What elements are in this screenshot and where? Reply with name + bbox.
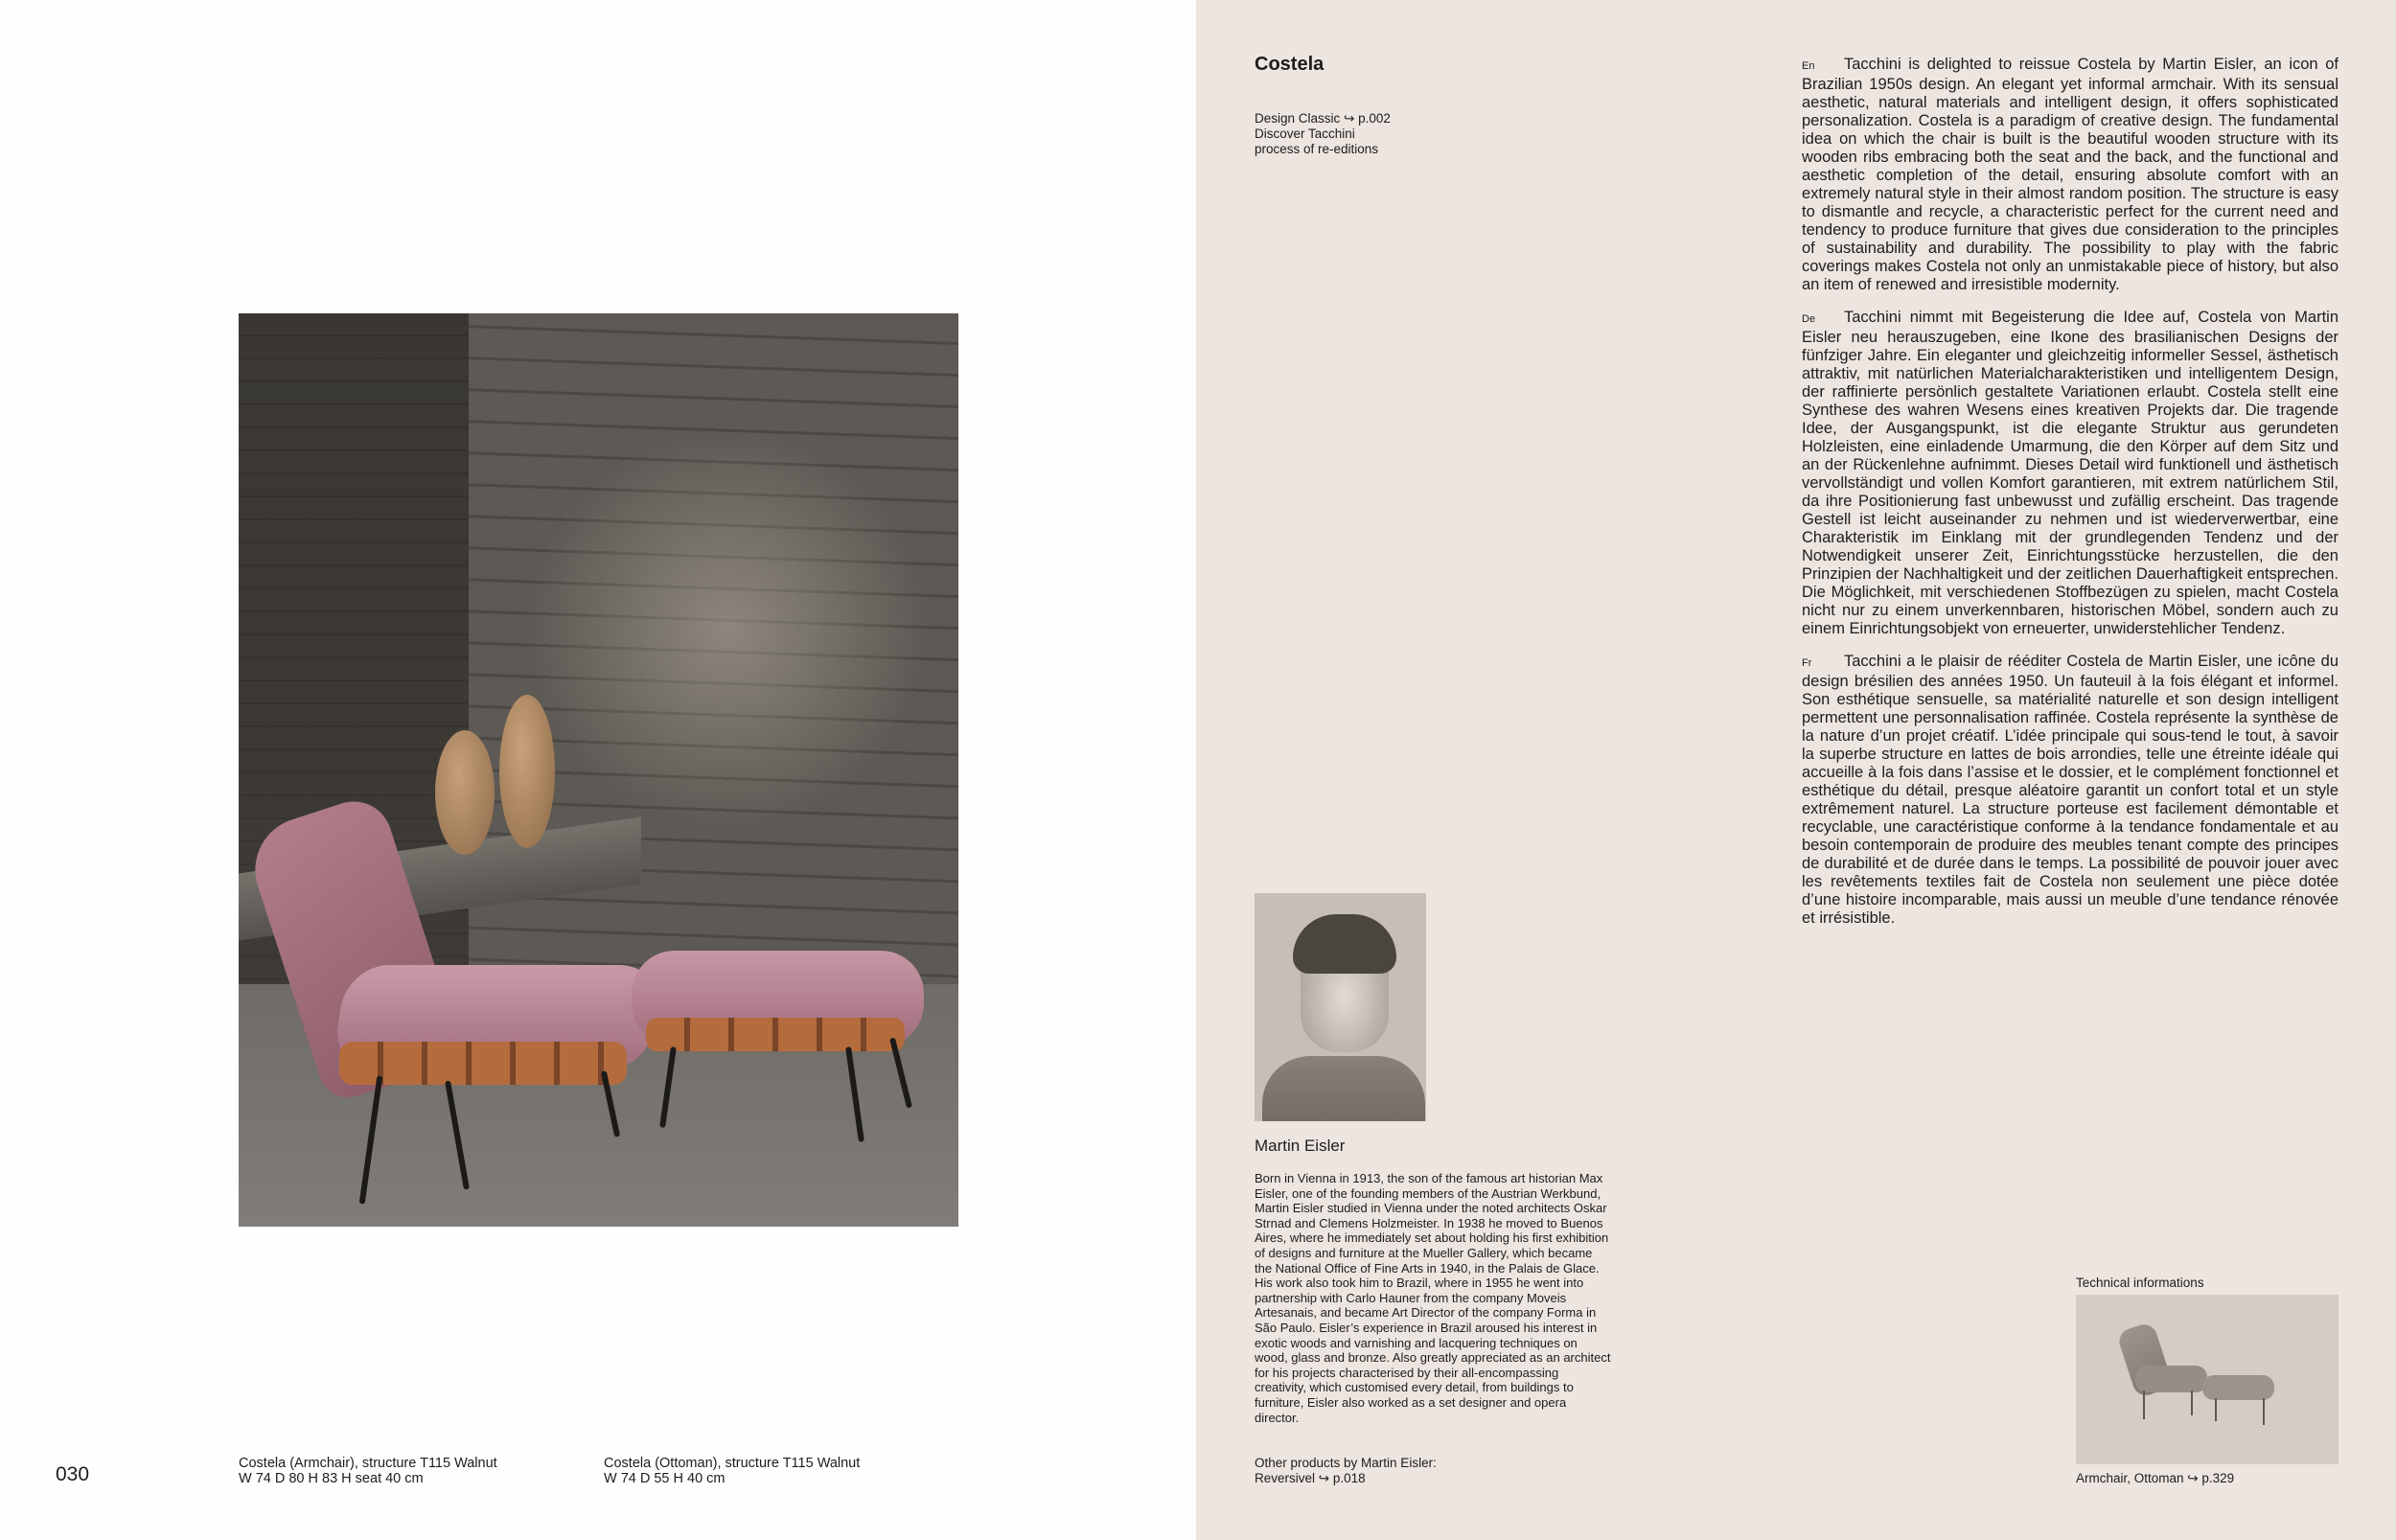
- designer-bio: Born in Vienna in 1913, the son of the famous art historian Max Eisler, one of the founding members of the Austrian Werkbund, Martin Eisler studied in Vienna under the noted architects Oskar Strnad and Clemens Holzmeister. In 1938 he moved to Buenos Aires, where he immediately set about holding his first exhibition of designs and furniture at the Mueller Gallery, which became the National Office of Fine Arts in 1940, in the Palais de Glace. His work also took him to Brazil, where in 1955 he went into partnership with Carlo Hauner from the company Moveis Artesanais, and became Art Director of the company Forma in São Paulo. Eisler’s experience in Brazil aroused his interest in exotic woods and varnishing and lacquering techniques on wood, glass and bronze. Also greatly appreciated as an architect for his projects characterised by their all-encompassing creativity, which customised every detail, from buildings to furniture, Eisler also worked as a set designer and opera director.: [1255, 1171, 1611, 1425]
- technical-thumbnail[interactable]: [2076, 1295, 2338, 1464]
- lang-tag-fr: Fr: [1802, 657, 1812, 669]
- designer-portrait: [1255, 893, 1426, 1121]
- description-column: [1802, 56, 2338, 928]
- other-products: [1255, 1456, 1611, 1486]
- reversivel-link[interactable]: Reversivel ↪ p.018: [1255, 1471, 1366, 1485]
- lang-tag-en: En: [1802, 60, 1815, 72]
- product-photo: [239, 313, 958, 1227]
- armchair-caption-line1: Costela (Armchair), structure T115 Walnut: [239, 1456, 497, 1471]
- designer-name: Martin Eisler: [1255, 1137, 1346, 1155]
- technical-caption-link[interactable]: Armchair, Ottoman ↪ p.329: [2076, 1471, 2235, 1485]
- other-products-label: Other products by Martin Eisler:: [1255, 1456, 1437, 1470]
- page-number: 030: [56, 1463, 90, 1485]
- lang-tag-de: De: [1802, 313, 1816, 325]
- thumb-leg: [2191, 1391, 2193, 1415]
- re-editions-text: process of re-editions: [1255, 142, 1379, 156]
- thumb-ottoman: [2202, 1375, 2274, 1400]
- description-de: [1802, 309, 2338, 638]
- technical-label: Technical informations: [2076, 1276, 2204, 1290]
- vase-left: [435, 730, 495, 855]
- description-de-body: Tacchini nimmt mit Begeisterung die Idee auf, Costela von Martin Eisler neu herauszugeben, eine Ikone des brasilianischen Designs der fünfziger Jahre. Ein eleganter und gleichzeitig informeller Sessel, ästhetisch attraktiv, mit natürlichen Materialcharakteristiken und intelligentem Design, der raffinierte persönlich gestaltete Variationen erlaubt. Costela stellt eine Synthese des wahren Wesens eines kreativen Projekts dar. Die tragende Idee, der Ausgangspunkt, ist die elegante Struktur aus gerundeten Holzleisten, eine einladende Umarmung, die den Körper auf dem Sitz und an der Rückenlehne aufnimmt. Dieses Detail wird funktionell und ästhetisch vervollständigt und vollen Komfort garantieren, mit extrem natürlichem Stil, da ihre Positionierung fast unbewusst und zufällig erscheint. Das tragende Gestell ist leicht auseinander zu nehmen und ist wiederverwertbar, eine Charakteristik im Einklang mit der grundlegenden Tendenz und der Notwendigkeit unserer Zeit, Einrichtungsstücke herzustellen, die den Prinzipien der Nachhaltigkeit und der zeitlichen Dauerhaftigkeit entsprechen. Die Möglichkeit, mit verschiedenen Stoffbezügen zu spielen, macht Costela nicht nur zu einem unverkennbaren, historischen Möbel, sondern auch zu einem Einrichtungsobjekt von erneuerter, unwiderstehlicher Tendenz.: [1802, 309, 2338, 637]
- ottoman-caption-line2: W 74 D 55 H 40 cm: [604, 1471, 726, 1486]
- description-en-body: Tacchini is delighted to reissue Costela by Martin Eisler, an icon of Brazilian 1950s design. An elegant yet informal armchair. With its sensual aesthetic, natural materials and intelligent design, it offers sophisticated personalization. Costela is a paradigm of creative design. The fundamental idea on which the chair is built is the beautiful wooden structure with its wooden ribs embracing both the seat and the back, and the functional and aesthetic completion of the detail, ensuring absolute comfort with an extremely natural style in their almost random position. The structure is easy to dismantle and recycle, a characteristic perfect for the current need and tendency to produce furniture that gives due consideration to the principles of sustainability and durability. The possibility to play with the fabric coverings makes Costela not only an unmistakable piece of history, but also an item of renewed and irresistible modernity.: [1802, 56, 2338, 293]
- ottoman-caption: [604, 1456, 949, 1486]
- description-en: [1802, 56, 2338, 294]
- thumb-leg: [2215, 1398, 2217, 1421]
- armchair-caption-line2: W 74 D 80 H 83 H seat 40 cm: [239, 1471, 424, 1486]
- ottoman-caption-line1: Costela (Ottoman), structure T115 Walnut: [604, 1456, 861, 1471]
- thumb-leg: [2263, 1398, 2265, 1425]
- armchair-caption: [239, 1456, 584, 1486]
- cross-references: [1255, 111, 1504, 157]
- description-fr-body: Tacchini a le plaisir de rééditer Costela de Martin Eisler, une icône du design brésilien des années 1950. Un fauteuil à la fois élégant et informel. Son esthétique sensuelle, sa matérialité naturelle et son design intelligent permettent une personnalisation raffinée. Costela représente la synthèse de la nature d’un projet créatif. L’idée principale qui sous-tend le tout, à savoir la superbe structure en lattes de bois arrondies, telle une étreinte idéale qui accueille à la fois dans l’assise et le dossier, et le complément fonctionnel et esthétique du détail, presque aléatoire garantit un confort total et un style extrêmement naturel. La structure porteuse est facilement démontable et recyclable, une caractéristique conforme à la tendance fondamentale et au besoin contemporain de produire des meubles tenant compte des principes de durabilité et de durée dans le temps. La possibilité de pouvoir jouer avec les revêtements textiles fait de Costela non seulement une pièce dotée d’une histoire incomparable, mais aussi un meuble d’une tendance rénovée et irrésistible.: [1802, 653, 2338, 927]
- page-title: Costela: [1255, 54, 1325, 75]
- portrait-hair: [1293, 914, 1396, 974]
- photo-light: [526, 428, 929, 831]
- ottoman-wooden-ribs: [646, 1018, 905, 1051]
- design-classic-link[interactable]: Design Classic ↪ p.002: [1255, 111, 1391, 126]
- thumb-armchair-seat: [2135, 1366, 2207, 1392]
- portrait-body: [1262, 1056, 1425, 1121]
- discover-tacchini-text: Discover Tacchini: [1255, 126, 1355, 141]
- thumb-leg: [2143, 1391, 2145, 1419]
- description-fr: [1802, 653, 2338, 928]
- vase-right: [499, 695, 555, 848]
